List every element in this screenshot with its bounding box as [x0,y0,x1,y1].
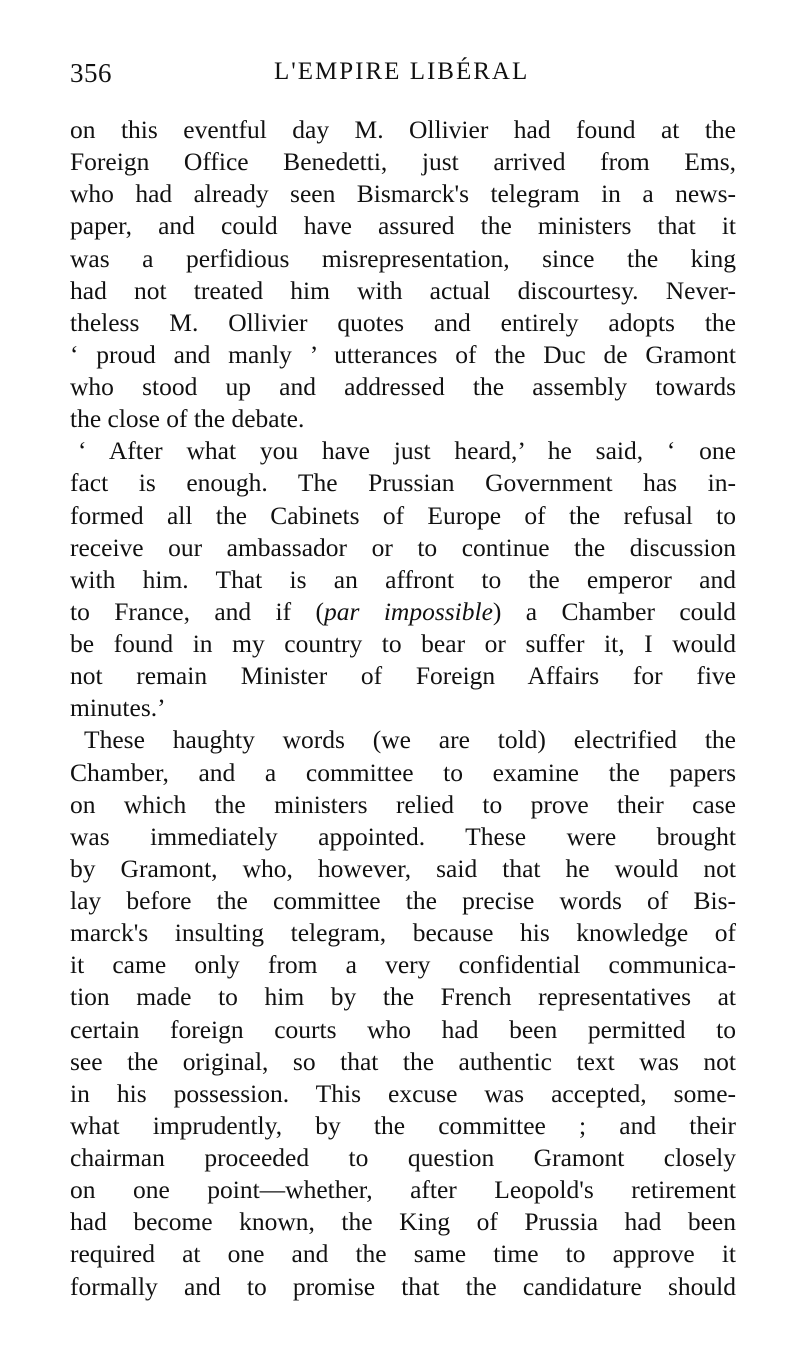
text-line: had become known, the King of Prussia had been [70,1207,736,1237]
text-line: with him. That is an affront to the emperor and [70,564,736,594]
text-line: in his possession. This excuse was accepted, some- [70,1078,736,1108]
text-line: had not treated him with actual discourtesy. Never- [70,275,736,305]
text-line: be found in my country to bear or suffer it, I would [70,629,736,658]
text-line: who stood up and addressed the assembly towards [70,372,736,401]
text-line: what imprudently, by the committee ; and their [70,1110,736,1140]
text-line: Foreign Office Benedetti, just arrived from Ems, [70,147,736,177]
text-line: These haughty words (we are told) electrified the [84,725,736,755]
text-line: by Gramont, who, however, said that he would not [70,853,736,883]
text-line: it came only from a very confidential communica- [70,950,736,980]
text-line: was immediately appointed. These were brought [70,821,736,851]
paragraph-3 [70,724,736,1302]
text-line: on this eventful day M. Ollivier had found at the [70,115,736,144]
text-line: receive our ambassador or to continue the discussion [70,532,736,562]
text-fragment: to France, and if ( [70,596,325,626]
text-line: ‘ proud and manly ’ utterances of the Duc de Gramont [70,339,736,369]
text-line: formed all the Cabinets of Europe of the refusal to [70,500,736,530]
text-line: lay before the committee the precise words of Bis- [70,886,736,915]
text-line: minutes.’ [70,693,166,723]
text-line: on one point—whether, after Leopold's retirement [70,1175,736,1205]
text-line: formally and to promise that the candidature should [70,1271,736,1301]
italic-phrase: par impossible [324,596,493,626]
text-line: marck's insulting telegram, because his knowledge of [70,918,736,948]
text-line: theless M. Ollivier quotes and entirely adopts the [70,307,736,337]
text-line: fact is enough. The Prussian Government has in- [70,468,736,498]
body-text [70,114,736,1303]
text-line: on which the ministers relied to prove their case [70,789,736,819]
page-number: 356 [70,58,112,88]
text-line: chairman proceeded to question Gramont closely [70,1143,736,1172]
text-line: ‘ After what you have just heard,’ he said, ‘ one [78,436,736,466]
text-line: Chamber, and a committee to examine the papers [70,757,736,787]
page-header [70,58,740,98]
text-line: paper, and could have assured the ministers that it [70,211,736,241]
text-line: was a perfidious misrepresentation, since the king [70,243,736,273]
paragraph-2-quotation [70,435,736,724]
text-line-with-italic [70,596,736,628]
text-line: who had already seen Bismarck's telegram in a news- [70,179,736,209]
paragraph-1 [70,114,736,435]
text-fragment: ) a Chamber could [492,596,737,626]
text-line: certain foreign courts who had been permitted to [70,1014,736,1044]
text-line: tion made to him by the French representatives at [70,982,736,1012]
text-line: see the original, so that the authentic text was not [70,1046,736,1076]
text-line: not remain Minister of Foreign Affairs for five [70,661,736,691]
running-title: L'EMPIRE LIBÉRAL [274,58,530,85]
text-line: required at one and the same time to approve it [70,1239,736,1269]
text-line: the close of the debate. [70,404,305,434]
